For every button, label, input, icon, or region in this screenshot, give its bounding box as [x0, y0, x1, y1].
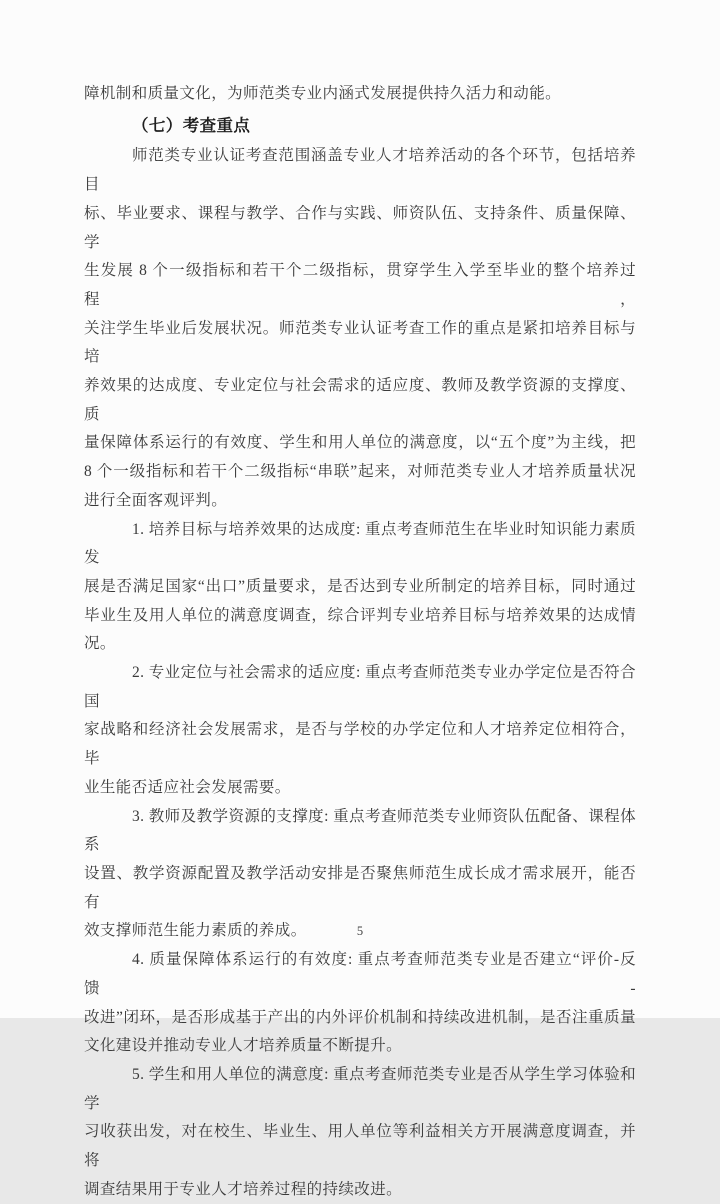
text-line: 障机制和质量文化，为师范类专业内涵式发展提供持久活力和动能。 [84, 85, 562, 102]
text-line: 标、毕业要求、课程与教学、合作与实践、师资队伍、支持条件、质量保障、学 [84, 204, 636, 251]
text-line: 家战略和经济社会发展需求，是否与学校的办学定位和人才培养定位相符合，毕 [84, 721, 636, 768]
text-line: 改进”闭环，是否形成基于产出的内外评价机制和持续改进机制，是否注重质量 [84, 1008, 636, 1026]
text-line: 师范类专业认证考查范围涵盖专业人才培养活动的各个环节，包括培养目 [84, 147, 636, 194]
document-body [84, 80, 636, 1204]
text-line: 习收获出发，对在校生、毕业生、用人单位等利益相关方开展满意度调查，并将 [84, 1123, 636, 1170]
text-line: 况。 [84, 635, 116, 653]
text-line: 关注学生毕业后发展状况。师范类专业认证考查工作的重点是紧扣培养目标与培 [84, 319, 636, 366]
text-line: 量保障体系运行的有效度、学生和用人单位的满意度，以“五个度”为主线，把 [84, 434, 636, 452]
text-line: 文化建设并推动专业人才培养质量不断提升。 [84, 1037, 403, 1055]
text-line: 展是否满足国家“出口”质量要求，是否达到专业所制定的培养目标，同时通过 [84, 577, 636, 595]
text-line: 业生能否适应社会发展需要。 [84, 778, 291, 796]
text-line: 8 个一级指标和若干个二级指标“串联”起来，对师范类专业人才培养质量状况 [84, 463, 636, 481]
text-line: 生发展 8 个一级指标和若干个二级指标，贯穿学生入学至毕业的整个培养过程， [84, 262, 636, 308]
text-line: 养效果的达成度、专业定位与社会需求的适应度、教师及教学资源的支撑度、质 [84, 377, 636, 423]
page-number: 5 [356, 924, 364, 938]
text-line: 3. 教师及教学资源的支撑度: 重点考查师范类专业师资队伍配备、课程体系 [84, 807, 636, 854]
section-heading: （七）考查重点 [132, 115, 251, 135]
text-line: 4. 质量保障体系运行的有效度: 重点考查师范类专业是否建立“评价-反馈- [84, 951, 636, 997]
text-line: 进行全面客观评判。 [84, 491, 228, 509]
text-line: 1. 培养目标与培养效果的达成度: 重点考查师范生在毕业时知识能力素质发 [84, 520, 636, 567]
text-line: 毕业生及用人单位的满意度调查，综合评判专业培养目标与培养效果的达成情 [84, 606, 636, 624]
text-line: 2. 专业定位与社会需求的适应度: 重点考查师范类专业办学定位是否符合国 [84, 664, 636, 710]
text-line: 5. 学生和用人单位的满意度: 重点考查师范类专业是否从学生学习体验和学 [84, 1065, 636, 1112]
text-line: 效支撑师范生能力素质的养成。 [84, 922, 307, 940]
text-line: 设置、教学资源配置及教学活动安排是否聚焦师范生成长成才需求展开，能否有 [84, 864, 636, 911]
text-line: 调查结果用于专业人才培养过程的持续改进。 [84, 1180, 403, 1198]
